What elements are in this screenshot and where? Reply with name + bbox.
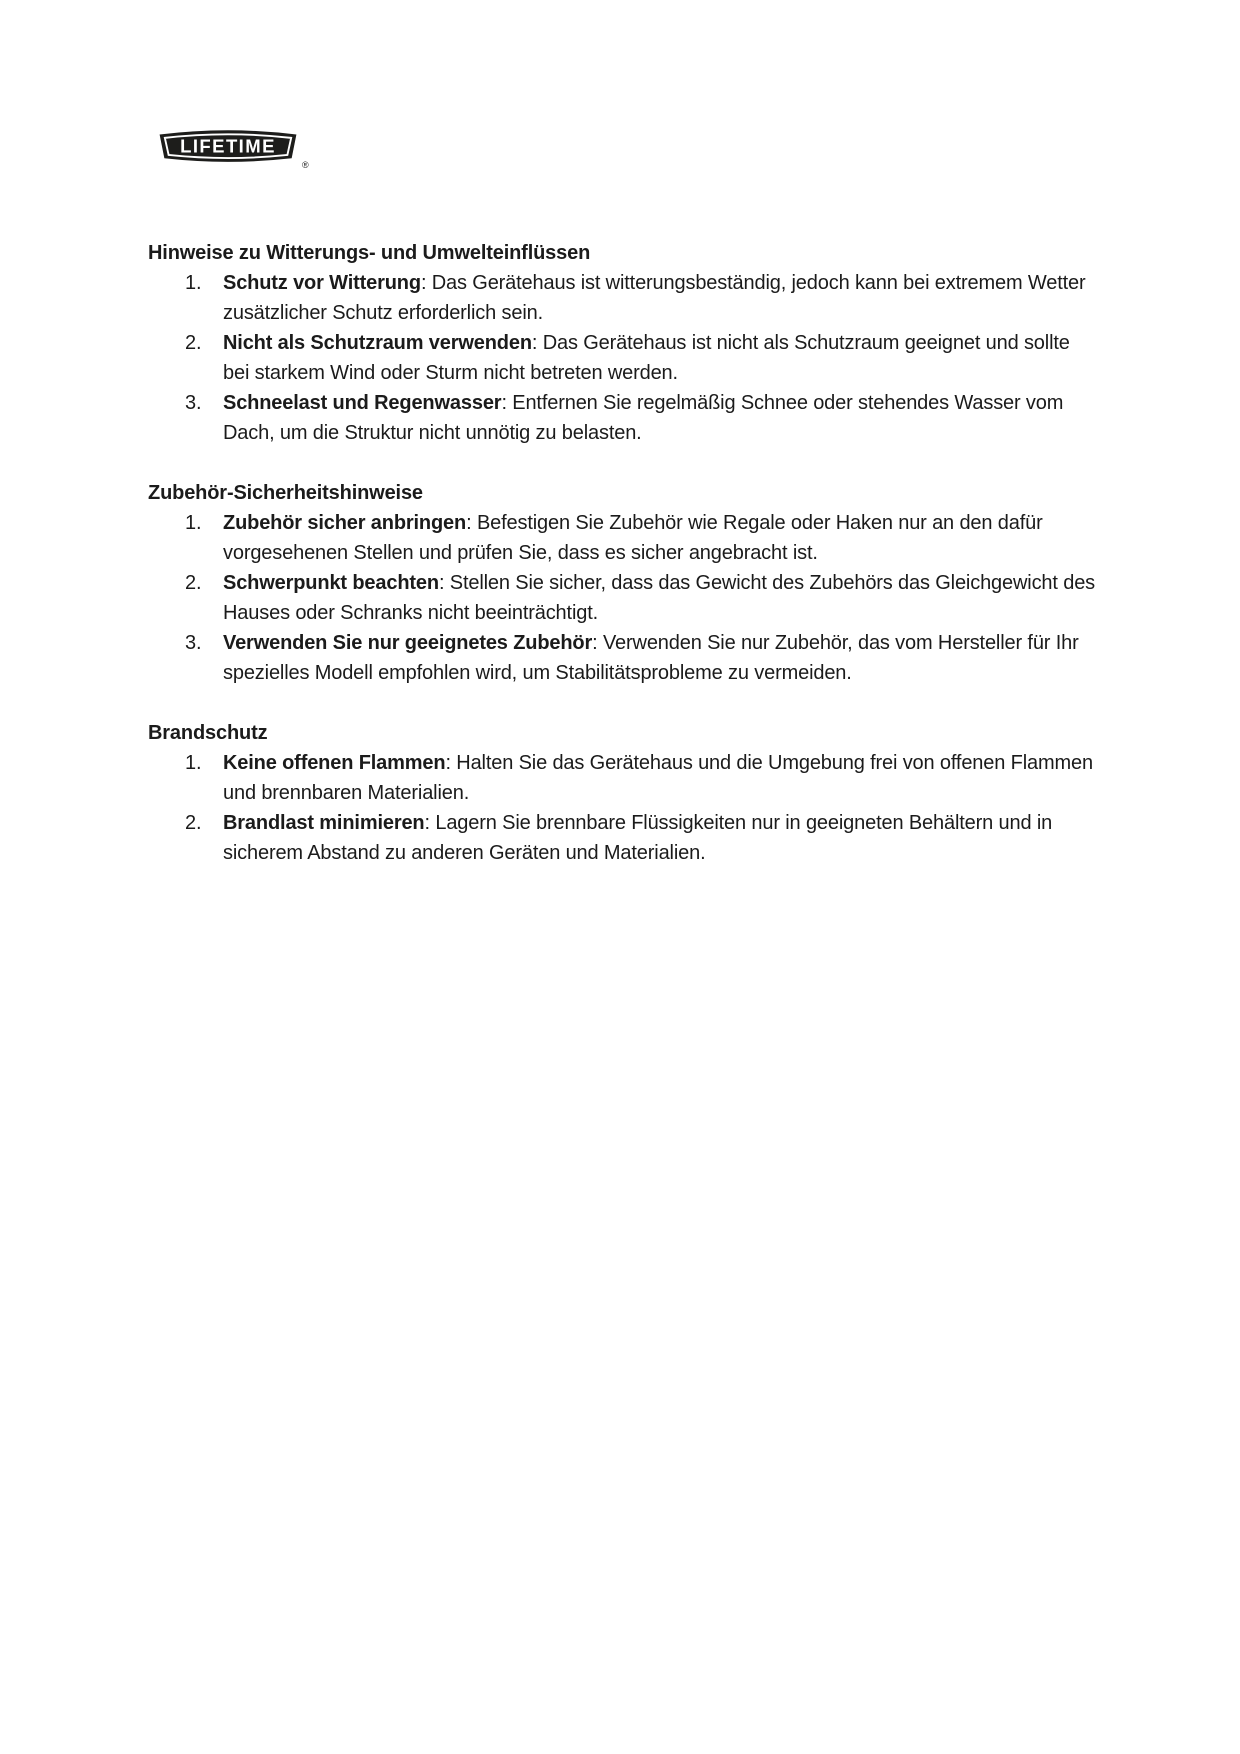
list-item-label: Schneelast und Regenwasser: [223, 392, 502, 414]
list-item-number: 2.: [185, 572, 202, 594]
list-item-text: Lagern Sie brennbare Flüssigkeiten nur in geeigneten Behältern und in sicherem Abstand zu anderen Geräten und Materialien.: [223, 812, 1053, 864]
list-item-text: Stellen Sie sicher, dass das Gewicht des Zubehörs das Gleichgewicht des Hauses oder Schranks nicht beeinträchtigt.: [223, 572, 1096, 624]
section-heading: Hinweise zu Witterungs- und Umwelteinflüssen: [148, 242, 591, 264]
list-item-number: 1.: [185, 272, 202, 294]
numbered-list: [148, 268, 1100, 448]
section-heading: Zubehör-Sicherheitshinweise: [148, 482, 423, 504]
numbered-list: [148, 508, 1100, 688]
list-item-number: 3.: [185, 392, 202, 414]
list-item-text: Verwenden Sie nur Zubehör, das vom Hersteller für Ihr spezielles Modell empfohlen wird, um Stabilitätsprobleme zu vermeiden.: [223, 632, 1079, 684]
list-item: [148, 388, 1100, 448]
list-item-text: Das Gerätehaus ist nicht als Schutzraum geeignet und sollte bei starkem Wind oder Sturm nicht betreten werden.: [223, 332, 1070, 384]
list-item-label: Brandlast minimieren: [223, 812, 425, 834]
section-weather: [148, 238, 1100, 448]
list-item-number: 1.: [185, 752, 202, 774]
list-item: [148, 268, 1100, 328]
list-item: [148, 808, 1100, 868]
list-item-colon: :: [592, 632, 603, 654]
list-item-label: Keine offenen Flammen: [223, 752, 446, 774]
list-item-colon: :: [438, 572, 450, 594]
list-item: [148, 508, 1100, 568]
list-item-label: Zubehör sicher anbringen: [223, 512, 467, 534]
list-item-colon: :: [466, 512, 477, 534]
list-item-text: Befestigen Sie Zubehör wie Regale oder Haken nur an den dafür vorgesehenen Stellen und prüfen Sie, dass es sicher angebracht ist.: [223, 512, 1043, 564]
list-item-colon: :: [531, 332, 543, 354]
list-item: [148, 628, 1100, 688]
sections-container: [148, 238, 1100, 868]
list-item-colon: :: [420, 272, 432, 294]
list-item-label: Schutz vor Witterung: [223, 272, 421, 294]
lifetime-logo-text: LIFETIME: [180, 135, 276, 157]
list-item-colon: :: [424, 812, 436, 834]
document-content: [148, 126, 1100, 868]
section-accessories: [148, 478, 1100, 688]
list-item-colon: :: [445, 752, 457, 774]
list-item-label: Verwenden Sie nur geeignetes Zubehör: [223, 632, 593, 654]
list-item-number: 1.: [185, 512, 202, 534]
list-item: [148, 568, 1100, 628]
list-item-text: Das Gerätehaus ist witterungsbeständig, jedoch kann bei extremem Wetter zusätzlicher Schutz erforderlich sein.: [223, 272, 1086, 324]
section-fire-safety: [148, 718, 1100, 868]
lifetime-badge-icon: [154, 126, 302, 164]
list-item: [148, 328, 1100, 388]
list-item-label: Schwerpunkt beachten: [223, 572, 439, 594]
list-item: [148, 748, 1100, 808]
numbered-list: [148, 748, 1100, 868]
lifetime-logo: [154, 126, 314, 170]
list-item-text: Halten Sie das Gerätehaus und die Umgebung frei von offenen Flammen und brennbaren Materialien.: [223, 752, 1093, 804]
section-heading: Brandschutz: [148, 722, 268, 744]
list-item-text: Entfernen Sie regelmäßig Schnee oder stehendes Wasser vom Dach, um die Struktur nicht unnötig zu belasten.: [223, 392, 1064, 444]
list-item-label: Nicht als Schutzraum verwenden: [223, 332, 532, 354]
registered-trademark-symbol: ®: [302, 160, 309, 170]
list-item-number: 3.: [185, 632, 202, 654]
list-item-colon: :: [501, 392, 513, 414]
list-item-number: 2.: [185, 812, 202, 834]
list-item-number: 2.: [185, 332, 202, 354]
